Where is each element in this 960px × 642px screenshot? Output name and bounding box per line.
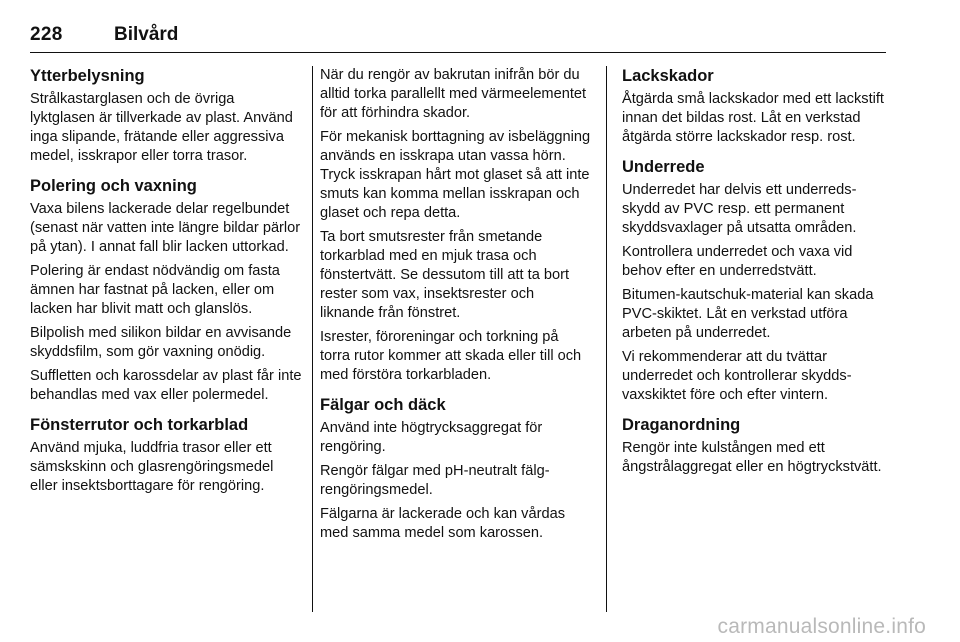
column-3: [622, 66, 888, 482]
paragraph: Använd mjuka, luddfria trasor eller ett sämskskinn och glasrengöringsmedel eller insektsborttagare för rengöring.: [30, 440, 274, 494]
paragraph: Isrester, föroreningar och torkning på torra rutor kommer att skada eller till och med förstöra torkarbladen.: [320, 329, 582, 383]
paragraph: Fälgarna är lackerade och kan vårdas med samma medel som karossen.: [320, 506, 565, 541]
paragraph: Rengör fälgar med pH-neutralt fälgrengöringsmedel.: [320, 463, 550, 498]
paragraph: Bilpolish med silikon bildar en avvisande skyddsfilm, som gör vaxning onödig.: [30, 325, 292, 360]
paragraph: Använd inte högtrycksaggregat för rengöring.: [320, 420, 543, 455]
column-divider: [312, 66, 313, 612]
paragraph: Vaxa bilens lackerade delar regelbundet (senast när vatten inte längre bildar pärlor på ytan). I annat fall blir lacken uttorkad.: [30, 201, 301, 255]
paragraph: Suffletten och karossdelar av plast får inte behandlas med vax eller polermedel.: [30, 368, 302, 403]
paragraph: Ta bort smutsrester från smetande torkarblad med en mjuk trasa och fönstertvätt. Se dessutom till att ta bort rester som vax, insektsrester och liknande från fönstret.: [320, 229, 570, 321]
page-header: [30, 24, 886, 53]
section-heading: Polering och vaxning: [30, 177, 197, 195]
paragraph: För mekanisk borttagning av isbeläggning används en isskrapa utan vassa hörn. Tryck isskrapan hårt mot glaset så att inte smuts kan komma mellan isskrapan och glaset och repa detta.: [320, 129, 591, 221]
section-heading: Lackskador: [622, 67, 714, 85]
paragraph: Åtgärda små lackskador med ett lackstift innan det bildas rost. Låt en verkstad åtgärda större lackskador resp. rost.: [622, 91, 884, 145]
section-heading: Underrede: [622, 158, 705, 176]
paragraph: Kontrollera underredet och vaxa vid behov efter en underredstvätt.: [622, 244, 853, 279]
section-heading: Draganordning: [622, 416, 741, 434]
section-heading: Ytterbelysning: [30, 67, 145, 85]
page-number: 228: [30, 24, 63, 45]
paragraph: Underredet har delvis ett underredsskydd av PVC resp. ett permanent skyddsvaxlager på utsatta områden.: [622, 182, 857, 236]
column-1: [30, 66, 302, 501]
section-heading: Fönsterrutor och torkarblad: [30, 416, 249, 434]
column-divider: [606, 66, 607, 612]
paragraph: Strålkastarglasen och de övriga lyktglasen är tillverkade av plast. Använd inga slipande, frätande eller aggressiva medel, isskrapor eller torra trasor.: [30, 91, 293, 164]
paragraph: Vi rekommenderar att du tvättar underredet och kontrollerar skyddsvaxskiktet före och efter vintern.: [622, 349, 852, 403]
chapter-title: Bilvård: [114, 24, 179, 45]
paragraph: Polering är endast nödvändig om fasta ämnen har fastnat på lacken, eller om lacken har blivit matt och glanslös.: [30, 263, 280, 317]
watermark: carmanualsonline.info: [717, 615, 926, 638]
paragraph: Rengör inte kulstången med ett ångstrålaggregat eller en högtryckstvätt.: [622, 440, 882, 475]
paragraph: När du rengör av bakrutan inifrån bör du alltid torka parallellt med värmeelementet för att förhindra skador.: [320, 67, 587, 121]
column-2: [320, 66, 592, 548]
section-heading: Fälgar och däck: [320, 396, 446, 414]
paragraph: Bitumen-kautschuk-material kan skada PVC-skiktet. Låt en verkstad utföra arbeten på underredet.: [622, 287, 874, 341]
